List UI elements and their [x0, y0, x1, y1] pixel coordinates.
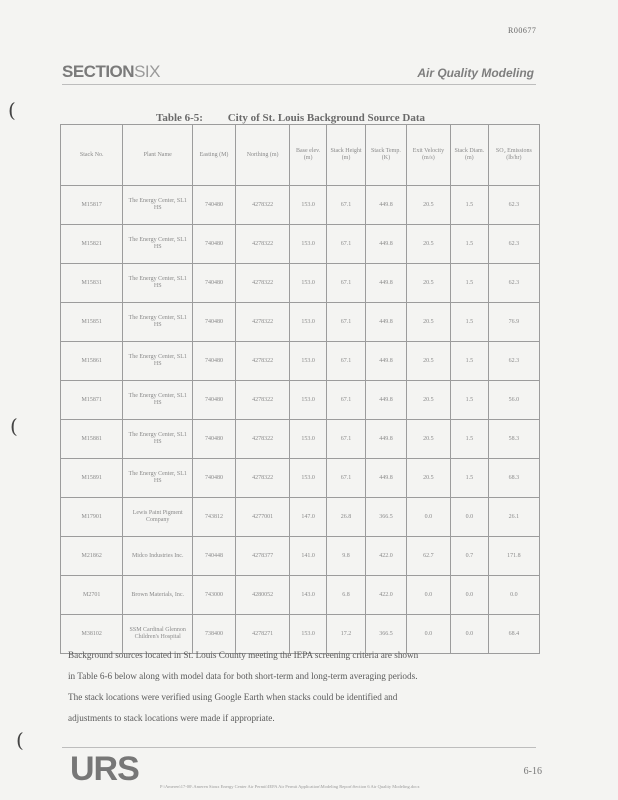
table-cell: 1.5	[450, 342, 488, 381]
table-cell: M38102	[61, 615, 123, 654]
table-cell: 366.5	[365, 498, 406, 537]
table-row	[61, 459, 540, 498]
table-cell: 1.5	[450, 381, 488, 420]
table-cell: 449.8	[365, 303, 406, 342]
table-cell: 1.5	[450, 459, 488, 498]
binder-hole-mark: (	[16, 728, 24, 752]
table-cell: 62.3	[488, 342, 539, 381]
table-cell: 0.0	[406, 576, 450, 615]
table-cell: 141.0	[290, 537, 327, 576]
table-cell: 62.3	[488, 225, 539, 264]
table-cell: 68.3	[488, 459, 539, 498]
table-cell: 20.5	[406, 381, 450, 420]
table-caption-text: City of St. Louis Background Source Data	[227, 112, 426, 124]
table-cell: 62.3	[488, 264, 539, 303]
table-row	[61, 537, 540, 576]
table-cell: 56.0	[488, 381, 539, 420]
table-cell: 20.5	[406, 225, 450, 264]
table-cell: 20.5	[406, 342, 450, 381]
table-row	[61, 576, 540, 615]
table-cell: M15891	[61, 459, 123, 498]
paragraph-line: Background sources located in St. Louis County meeting the IEPA screening criteria are shown	[68, 650, 419, 660]
table-header-row	[61, 125, 540, 186]
table-row	[61, 381, 540, 420]
table-cell: 449.8	[365, 225, 406, 264]
table-row	[61, 342, 540, 381]
table-cell: 67.1	[327, 381, 366, 420]
table-cell: 58.3	[488, 420, 539, 459]
table-cell: 740480	[193, 420, 236, 459]
table-row	[61, 420, 540, 459]
table-cell: The Energy Center, SL1 HS	[123, 186, 193, 225]
table-cell: 1.5	[450, 186, 488, 225]
table-cell: 1.5	[450, 264, 488, 303]
column-header: Northing (m)	[236, 125, 290, 186]
table-cell: 153.0	[290, 615, 327, 654]
table-row	[61, 498, 540, 537]
table-cell: 740480	[193, 459, 236, 498]
table-cell: 743000	[193, 576, 236, 615]
table-cell: The Energy Center, SL1 HS	[123, 342, 193, 381]
table-cell: 0.0	[406, 498, 450, 537]
background-source-table	[60, 124, 540, 654]
table-cell: 4278322	[236, 225, 290, 264]
table-cell: 0.7	[450, 537, 488, 576]
binder-hole-mark: (	[8, 98, 16, 122]
table-cell: 740480	[193, 225, 236, 264]
table-cell: M15831	[61, 264, 123, 303]
table-cell: 0.0	[450, 498, 488, 537]
table-cell: Midco Industries Inc.	[123, 537, 193, 576]
column-header: Plant Name	[123, 125, 193, 186]
table-cell: 68.4	[488, 615, 539, 654]
table-body	[61, 186, 540, 654]
table-cell: 738400	[193, 615, 236, 654]
table-cell: 67.1	[327, 225, 366, 264]
table-cell: 0.0	[488, 576, 539, 615]
table-cell: The Energy Center, SL1 HS	[123, 381, 193, 420]
table-cell: 153.0	[290, 342, 327, 381]
chapter-title: Air Quality Modeling	[417, 66, 534, 80]
paragraph-line: The stack locations were verified using Google Earth when stacks could be identified and	[68, 692, 398, 702]
table-row	[61, 303, 540, 342]
table-cell: 153.0	[290, 420, 327, 459]
table-cell: 4278377	[236, 537, 290, 576]
binder-hole-mark: (	[10, 414, 18, 438]
column-header: Base elev. (m)	[290, 125, 327, 186]
page-number: 6-16	[523, 766, 542, 777]
table-cell: 153.0	[290, 303, 327, 342]
table-cell: 67.1	[327, 186, 366, 225]
section-title-light: SIX	[134, 62, 160, 81]
table-cell: 0.0	[450, 615, 488, 654]
table-cell: The Energy Center, SL1 HS	[123, 459, 193, 498]
table-cell: 20.5	[406, 303, 450, 342]
table-cell: Lewis Paint Pigment Company	[123, 498, 193, 537]
column-header: Stack Temp. (K)	[365, 125, 406, 186]
table-row	[61, 186, 540, 225]
table-cell: 449.8	[365, 186, 406, 225]
table-cell: 20.5	[406, 186, 450, 225]
table-cell: 20.5	[406, 264, 450, 303]
table-cell: 20.5	[406, 420, 450, 459]
table-caption	[156, 112, 425, 124]
table-cell: 740480	[193, 186, 236, 225]
table-cell: 1.5	[450, 420, 488, 459]
table-row	[61, 264, 540, 303]
table-cell: 740480	[193, 264, 236, 303]
table-cell: 26.1	[488, 498, 539, 537]
table-cell: 76.9	[488, 303, 539, 342]
table-cell: 4277001	[236, 498, 290, 537]
table-cell: 4278322	[236, 342, 290, 381]
table-cell: 153.0	[290, 264, 327, 303]
table-cell: 449.8	[365, 342, 406, 381]
table-cell: M15817	[61, 186, 123, 225]
footer-rule	[62, 747, 536, 748]
table-cell: 4278322	[236, 264, 290, 303]
table-cell: 143.0	[290, 576, 327, 615]
table-cell: 20.5	[406, 459, 450, 498]
header-rule	[62, 84, 536, 85]
table-cell: 147.0	[290, 498, 327, 537]
section-title-bold: SECTION	[62, 62, 135, 81]
table-cell: 0.0	[450, 576, 488, 615]
table-cell: 449.8	[365, 381, 406, 420]
body-paragraph	[68, 645, 544, 729]
table-cell: 449.8	[365, 420, 406, 459]
column-header: Exit Velocity (m/s)	[406, 125, 450, 186]
table-cell: 740448	[193, 537, 236, 576]
table-cell: 67.1	[327, 459, 366, 498]
table-cell: 153.0	[290, 459, 327, 498]
column-header: Stack Diam. (m)	[450, 125, 488, 186]
table-cell: 6.8	[327, 576, 366, 615]
file-path: P:\Ameren\17-00\ Ameren Sioux Energy Center Air Permit\IEPA Air Permit Application\Modeling Report\Section 6 Air Quality Modeling.docx	[160, 784, 420, 789]
paragraph-line: in Table 6-6 below along with model data for both short-term and long-term averaging periods.	[68, 671, 418, 681]
table-cell: 4278271	[236, 615, 290, 654]
table-cell: M15851	[61, 303, 123, 342]
table-cell: 743812	[193, 498, 236, 537]
table-cell: 0.0	[406, 615, 450, 654]
table-cell: 1.5	[450, 225, 488, 264]
table-cell: Brown Materials, Inc.	[123, 576, 193, 615]
table-cell: The Energy Center, SL1 HS	[123, 225, 193, 264]
table-cell: 67.1	[327, 303, 366, 342]
table-cell: 422.0	[365, 537, 406, 576]
table-cell: M17901	[61, 498, 123, 537]
table-cell: 17.2	[327, 615, 366, 654]
column-header: Easting (M)	[193, 125, 236, 186]
table-cell: 62.3	[488, 186, 539, 225]
table-cell: 366.5	[365, 615, 406, 654]
table-cell: The Energy Center, SL1 HS	[123, 303, 193, 342]
table-label: Table 6-5:	[156, 112, 203, 124]
table-cell: 153.0	[290, 225, 327, 264]
urs-logo: URS	[70, 750, 139, 788]
table-row	[61, 225, 540, 264]
table-cell: 740480	[193, 303, 236, 342]
table-cell: The Energy Center, SL1 HS	[123, 264, 193, 303]
table-cell: 67.1	[327, 342, 366, 381]
column-header: SO₂ Emissions (lb/hr)	[488, 125, 539, 186]
table-cell: M15861	[61, 342, 123, 381]
table-cell: 9.8	[327, 537, 366, 576]
table-cell: 67.1	[327, 420, 366, 459]
table-cell: 449.8	[365, 459, 406, 498]
paragraph-line: adjustments to stack locations were made if appropriate.	[68, 713, 275, 723]
table-cell: 422.0	[365, 576, 406, 615]
table-cell: 4280052	[236, 576, 290, 615]
table-cell: 4278322	[236, 459, 290, 498]
table-cell: 67.1	[327, 264, 366, 303]
table-cell: M2701	[61, 576, 123, 615]
table-cell: 740480	[193, 342, 236, 381]
table-cell: 740480	[193, 381, 236, 420]
table-cell: 62.7	[406, 537, 450, 576]
table-cell: 449.8	[365, 264, 406, 303]
table-cell: M15871	[61, 381, 123, 420]
table-cell: 26.8	[327, 498, 366, 537]
table-cell: 4278322	[236, 420, 290, 459]
table-cell: M15881	[61, 420, 123, 459]
table-cell: 153.0	[290, 381, 327, 420]
table-cell: 4278322	[236, 186, 290, 225]
table-cell: SSM Cardinal Glennon Children's Hospital	[123, 615, 193, 654]
table-cell: 171.8	[488, 537, 539, 576]
column-header: Stack Height (m)	[327, 125, 366, 186]
table-cell: 4278322	[236, 381, 290, 420]
column-header: Stack No.	[61, 125, 123, 186]
table-cell: M15821	[61, 225, 123, 264]
table-cell: 1.5	[450, 303, 488, 342]
section-title	[62, 62, 160, 82]
table-cell: The Energy Center, SL1 HS	[123, 420, 193, 459]
document-id: R00677	[508, 26, 537, 35]
table-cell: 4278322	[236, 303, 290, 342]
table-cell: 153.0	[290, 186, 327, 225]
table-cell: M21862	[61, 537, 123, 576]
